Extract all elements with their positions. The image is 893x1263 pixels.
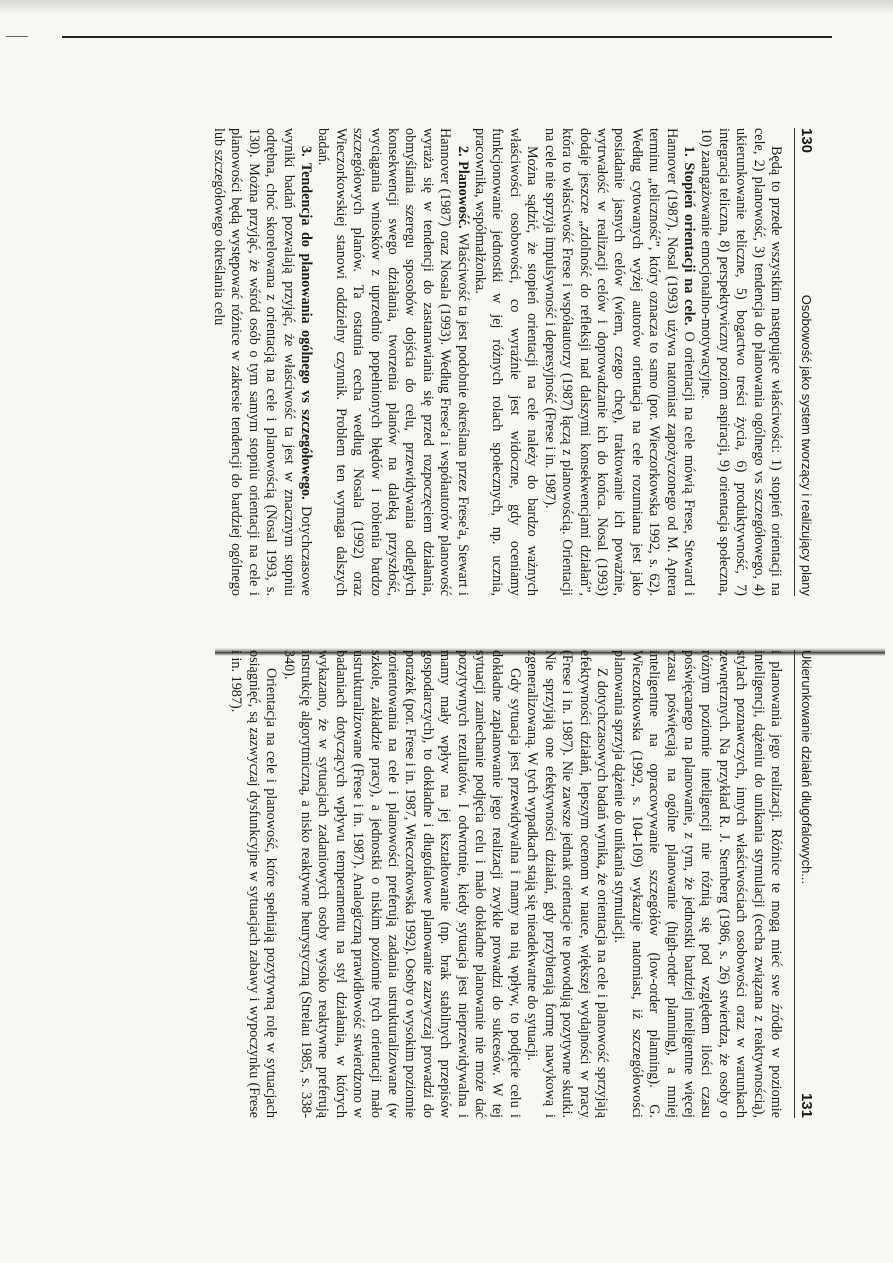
paragraph: Będą to przede wszystkim następujące właściwości: 1) stopień orientacji na cele, 2) planowość, 3) tendencja do planowania ogólnego vs szczegółowego, 4) ukierunkowanie teliczne, 5) bogactwo treści życia, 6) produktywność, 7) integracja teliczna, 8) perspektywiczny poziom aspiracji, 9) orientacja społeczna, 10) zaangażowanie emocjonalno-motywacyjne. (698, 128, 784, 596)
running-head-title: Osobowość jako system tworzący i realizujący plany (799, 294, 814, 596)
page-number: 130 (798, 128, 815, 154)
paragraph: i planowania jego realizacji. Różnice te mogą mieć swe źródło w poziomie inteligencji, dążeniu do unikania stymulacji (cecha związana z reaktywnością), stylach poznawczych, innych właściwościach osobowości oraz w warunkach zewnętrznych. Na przykład R. J. Sternberg (1986, s. 26) stwierdza, że osoby o różnym poziomie inteligencji nie różnią się pod względem ilości czasu poświęcanego na planowanie, z tym, że jednostki bardziej inteligentne więcej czasu poświęcają na ogólne planowanie (high-order planning), a mniej inteligentne na opracowywanie szczegółów (low-order planning). G. Wieczorkowska (1992, s. 104-109) wykazuje natomiast, iż szczegółowości planowania sprzyja dążenie do unikania stymulacji. (611, 650, 784, 1118)
scan-rule-mark (6, 36, 28, 37)
paragraph: Z dotychczasowych badań wynika, że orientacja na cele i planowość sprzyjają efektywności działań, lepszym ocenom w nauce, większej wydajności w pracy (Frese i in. 1987). Nie zawsze jednak orientacje te powodują pozytywne skutki. Nie sprzyjają one efektywności działań, gdy przybierają formę nawykową i zgeneralizowaną. W tych wypadkach stają się nieadekwatne do sytuacji. (524, 650, 610, 1118)
page-body (227, 650, 784, 1118)
scan-rule (62, 36, 832, 38)
paragraph: Gdy sytuacja jest przewidywalna i mamy na nią wpływ, to podjęcie celu i dokładne zaplanowanie jego realizacji zwykle prowadzi do sukcesów. W tej sytuacji zaniechanie podjęcia celu i mało dokładne planowanie nie może dać pozytywnych rezultatów. I odwrotnie, kiedy sytuacja jest nieprzewidywalna i mamy mały wpływ na jej kształtowanie (np. brak stabilnych przepisów gospodarczych), to dokładne i długofalowe planowanie zazwyczaj prowadzi do porażek (por. Frese i in. 1987, Wieczorkowska 1992). Osoby o wysokim poziomie zorientowania na cele i planowości preferują zadania ustrukturalizowane (w szkole, zakładzie pracy), a jednostki o niskim poziomie tych orientacji mało ustrukturalizowane (Frese i in. 1987). Analogiczną prawidłowość stwierdzono w badaniach dotyczących wpływu temperamentu na styl działania, w których wykazano, że w sytuacjach zadaniowych osoby wysoko reaktywne preferują instrukcję algorytmiczną, a nisko reaktywne heurystyczną (Strelau 1985, s. 338-340). (280, 650, 523, 1118)
paragraph: Można sądzić, że stopień orientacji na cele należy do bardzo ważnych właściwości osobowości, co wyraźnie jest widoczne, gdy oceniamy funkcjonowanie jednostki w jej różnych rolach społecznych, np. ucznia, pracownika, współmałżonka. (472, 128, 541, 596)
page-130 (109, 128, 815, 596)
paragraph: 3. Tendencja do planowania ogólnego vs szczegółowego. Dotychczasowe wyniki badań pozwalają przyjąć, że właściwość ta jest w znacznym stopniu odrębna, choć skorelowana z orientacją na cele i planowością (Nosal 1993, s. 130). Można przyjąć, że wśród osób o tym samym stopniu orientacji na cele i planowości będą występować różnice w zakresie tendencji do bardziej ogólnego lub szczegółowego określania celu (211, 128, 315, 596)
section-heading: 1. Stopień orientacji na cele. (680, 146, 697, 326)
page-number: 131 (798, 1092, 815, 1118)
page-body (210, 128, 784, 596)
running-head-title: Ukierunkowanie działań długofalowych... (799, 650, 814, 885)
page-131 (109, 650, 815, 1118)
paragraph: Orientacja na cele i planowość, które spełniają pozytywną rolę w sytuacjach osiągnięć, są zazwyczaj dysfunkcyjne w sytuacjach zabawy i wypoczynku (Frese i in. 1987). (228, 650, 280, 1118)
section-heading: 2. Planowość. (454, 146, 471, 229)
paragraph: 2. Planowość. Właściwość ta jest podobnie określana przez Frese'a, Stewart i Hannover (1987) oraz Nosala (1993). Według Frese'a i współautorów planowość wyraża się w tendencji do zastanawiania się przed rozpoczęciem działania, obmyślania szeregu sposobów dojścia do celu, przewidywania odległych konsekwencji swego działania, tworzenia planów na daleką przyszłość, wyciągania wniosków z uprzednio popełnionych błędów i robienia bardzo szczegółowych planów. Ta ostatnia cecha według Nosala (1992) oraz Wieczorkowskiej stanowi oddzielny czynnik. Problem ten wymaga dalszych badań. (315, 128, 471, 596)
section-heading: 3. Tendencja do planowania ogólnego vs szczegółowego. (298, 146, 315, 500)
running-head (794, 650, 815, 1118)
scan-edge (0, 0, 893, 14)
running-head (794, 128, 815, 596)
paragraph: 1. Stopień orientacji na cele. O orientacji na cele mówią Frese, Steward i Hannover (1987). Nosal (1993) używa natomiast zapożyczonego od M. Aptera terminu „teliczność”, który oznacza to samo (por. Wieczorkowska 1992, s. 62). Według cytowanych wyżej autorów orientacja na cele rozumiana jest jako posiadanie jasnych celów (wiem, czego chcę), traktowanie ich poważnie, wytrwałość w realizacji celów i doprowadzanie ich do końca. Nosal (1993) dodaje jeszcze „zdolność do refleksji nad dalszymi konsekwencjami działań”, która to właściwość Frese i współautorzy (1987) łączą z planowością. Orientacji na cele nie sprzyja impulsywność i depresyjność (Frese i in. 1987). (541, 128, 697, 596)
